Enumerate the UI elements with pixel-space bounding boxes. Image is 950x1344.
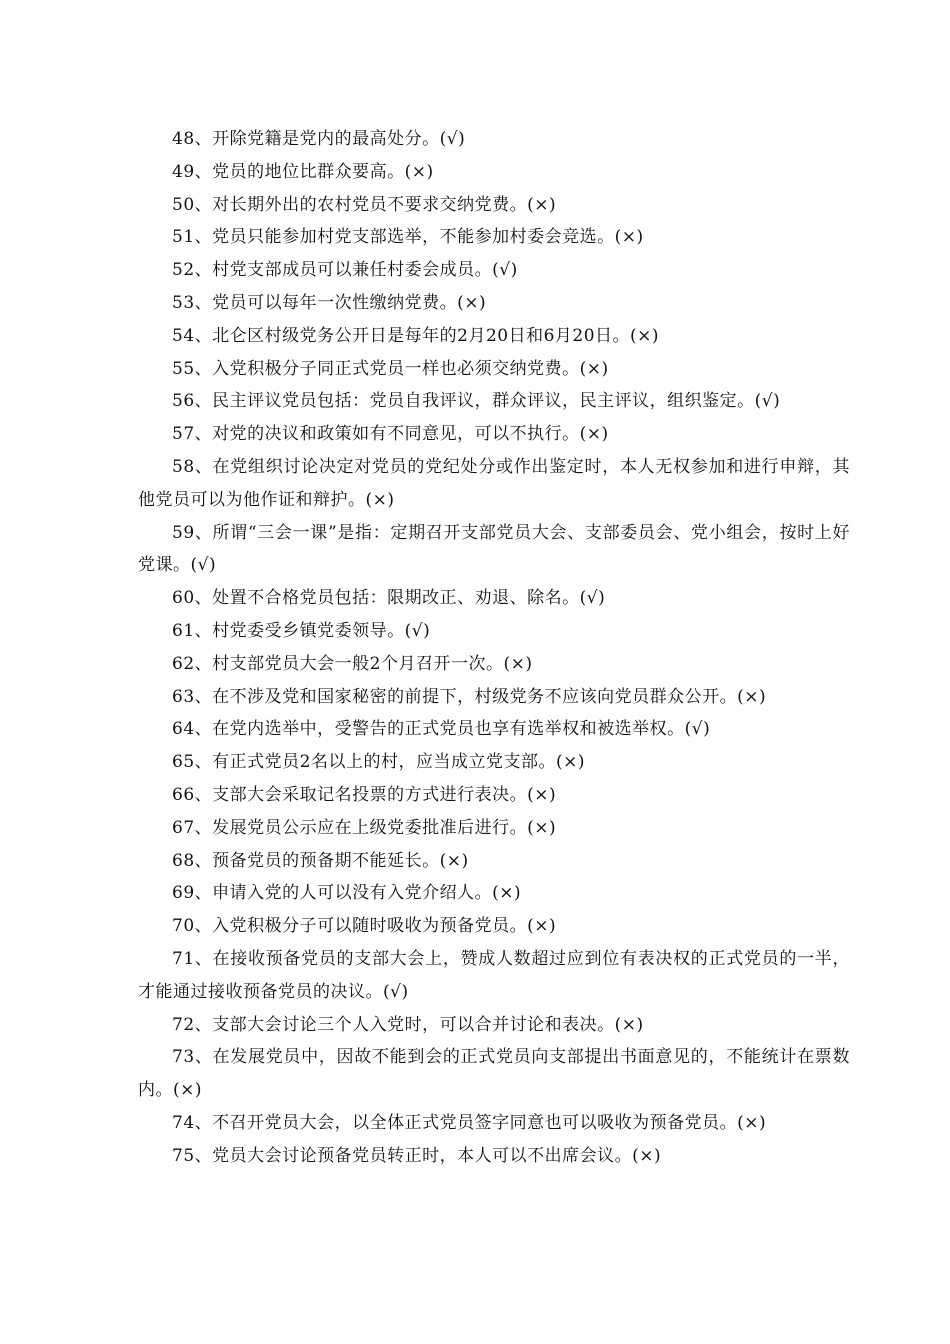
list-item: 69、申请入党的人可以没有入党介绍人。(×) <box>172 883 522 904</box>
list-item: 51、党员只能参加村党支部选举，不能参加村委会竞选。(×) <box>172 227 644 248</box>
list-item: 59、所谓“三会一课”是指：定期召开支部党员大会、支部委员会、党小组会，按时上好党课。(√) <box>138 522 850 576</box>
list-item: 50、对长期外出的农村党员不要求交纳党费。(×) <box>172 194 557 215</box>
list-item: 60、处置不合格党员包括：限期改正、劝退、除名。(√) <box>172 588 606 609</box>
list-item: 64、在党内选举中，受警告的正式党员也享有选举权和被选举权。(√) <box>172 719 711 740</box>
list-item: 75、党员大会讨论预备党员转正时，本人可以不出席会议。(×) <box>172 1145 662 1166</box>
list-item: 52、村党支部成员可以兼任村委会成员。(√) <box>172 260 518 281</box>
list-item: 63、在不涉及党和国家秘密的前提下，村级党务不应该向党员群众公开。(×) <box>172 686 767 707</box>
list-item: 58、在党组织讨论决定对党员的党纪处分或作出鉴定时，本人无权参加和进行申辩，其他党员可以为他作证和辩护。(×) <box>138 456 850 510</box>
list-item: 62、村支部党员大会一般2个月召开一次。(×) <box>172 653 533 674</box>
list-item: 72、支部大会讨论三个人入党时，可以合并讨论和表决。(×) <box>172 1014 644 1035</box>
list-item: 68、预备党员的预备期不能延长。(×) <box>172 850 469 871</box>
list-item: 53、党员可以每年一次性缴纳党费。(×) <box>172 292 487 313</box>
list-item: 65、有正式党员2名以上的村，应当成立党支部。(×) <box>172 752 585 773</box>
list-item: 74、不召开党员大会，以全体正式党员签字同意也可以吸收为预备党员。(×) <box>172 1112 767 1133</box>
list-item: 56、民主评议党员包括：党员自我评议，群众评议，民主评议，组织鉴定。(√) <box>172 391 781 412</box>
list-item: 49、党员的地位比群众要高。(×) <box>172 161 434 182</box>
list-item: 57、对党的决议和政策如有不同意见，可以不执行。(×) <box>172 424 609 445</box>
list-item: 61、村党委受乡镇党委领导。(√) <box>172 620 431 641</box>
list-item: 54、北仑区村级党务公开日是每年的2月20日和6月20日。(×) <box>172 325 660 346</box>
list-item: 66、支部大会采取记名投票的方式进行表决。(×) <box>172 784 557 805</box>
list-item: 48、开除党籍是党内的最高处分。(√) <box>172 129 466 149</box>
question-list <box>138 123 850 1173</box>
list-item: 55、入党积极分子同正式党员一样也必须交纳党费。(×) <box>172 358 609 379</box>
list-item: 67、发展党员公示应在上级党委批准后进行。(×) <box>172 817 557 838</box>
list-item: 70、入党积极分子可以随时吸收为预备党员。(×) <box>172 916 557 937</box>
list-item: 71、在接收预备党员的支部大会上，赞成人数超过应到位有表决权的正式党员的一半，才能通过接收预备党员的决议。(√) <box>138 948 850 1002</box>
list-item: 73、在发展党员中，因故不能到会的正式党员向支部提出书面意见的，不能统计在票数内。(×) <box>138 1047 850 1101</box>
